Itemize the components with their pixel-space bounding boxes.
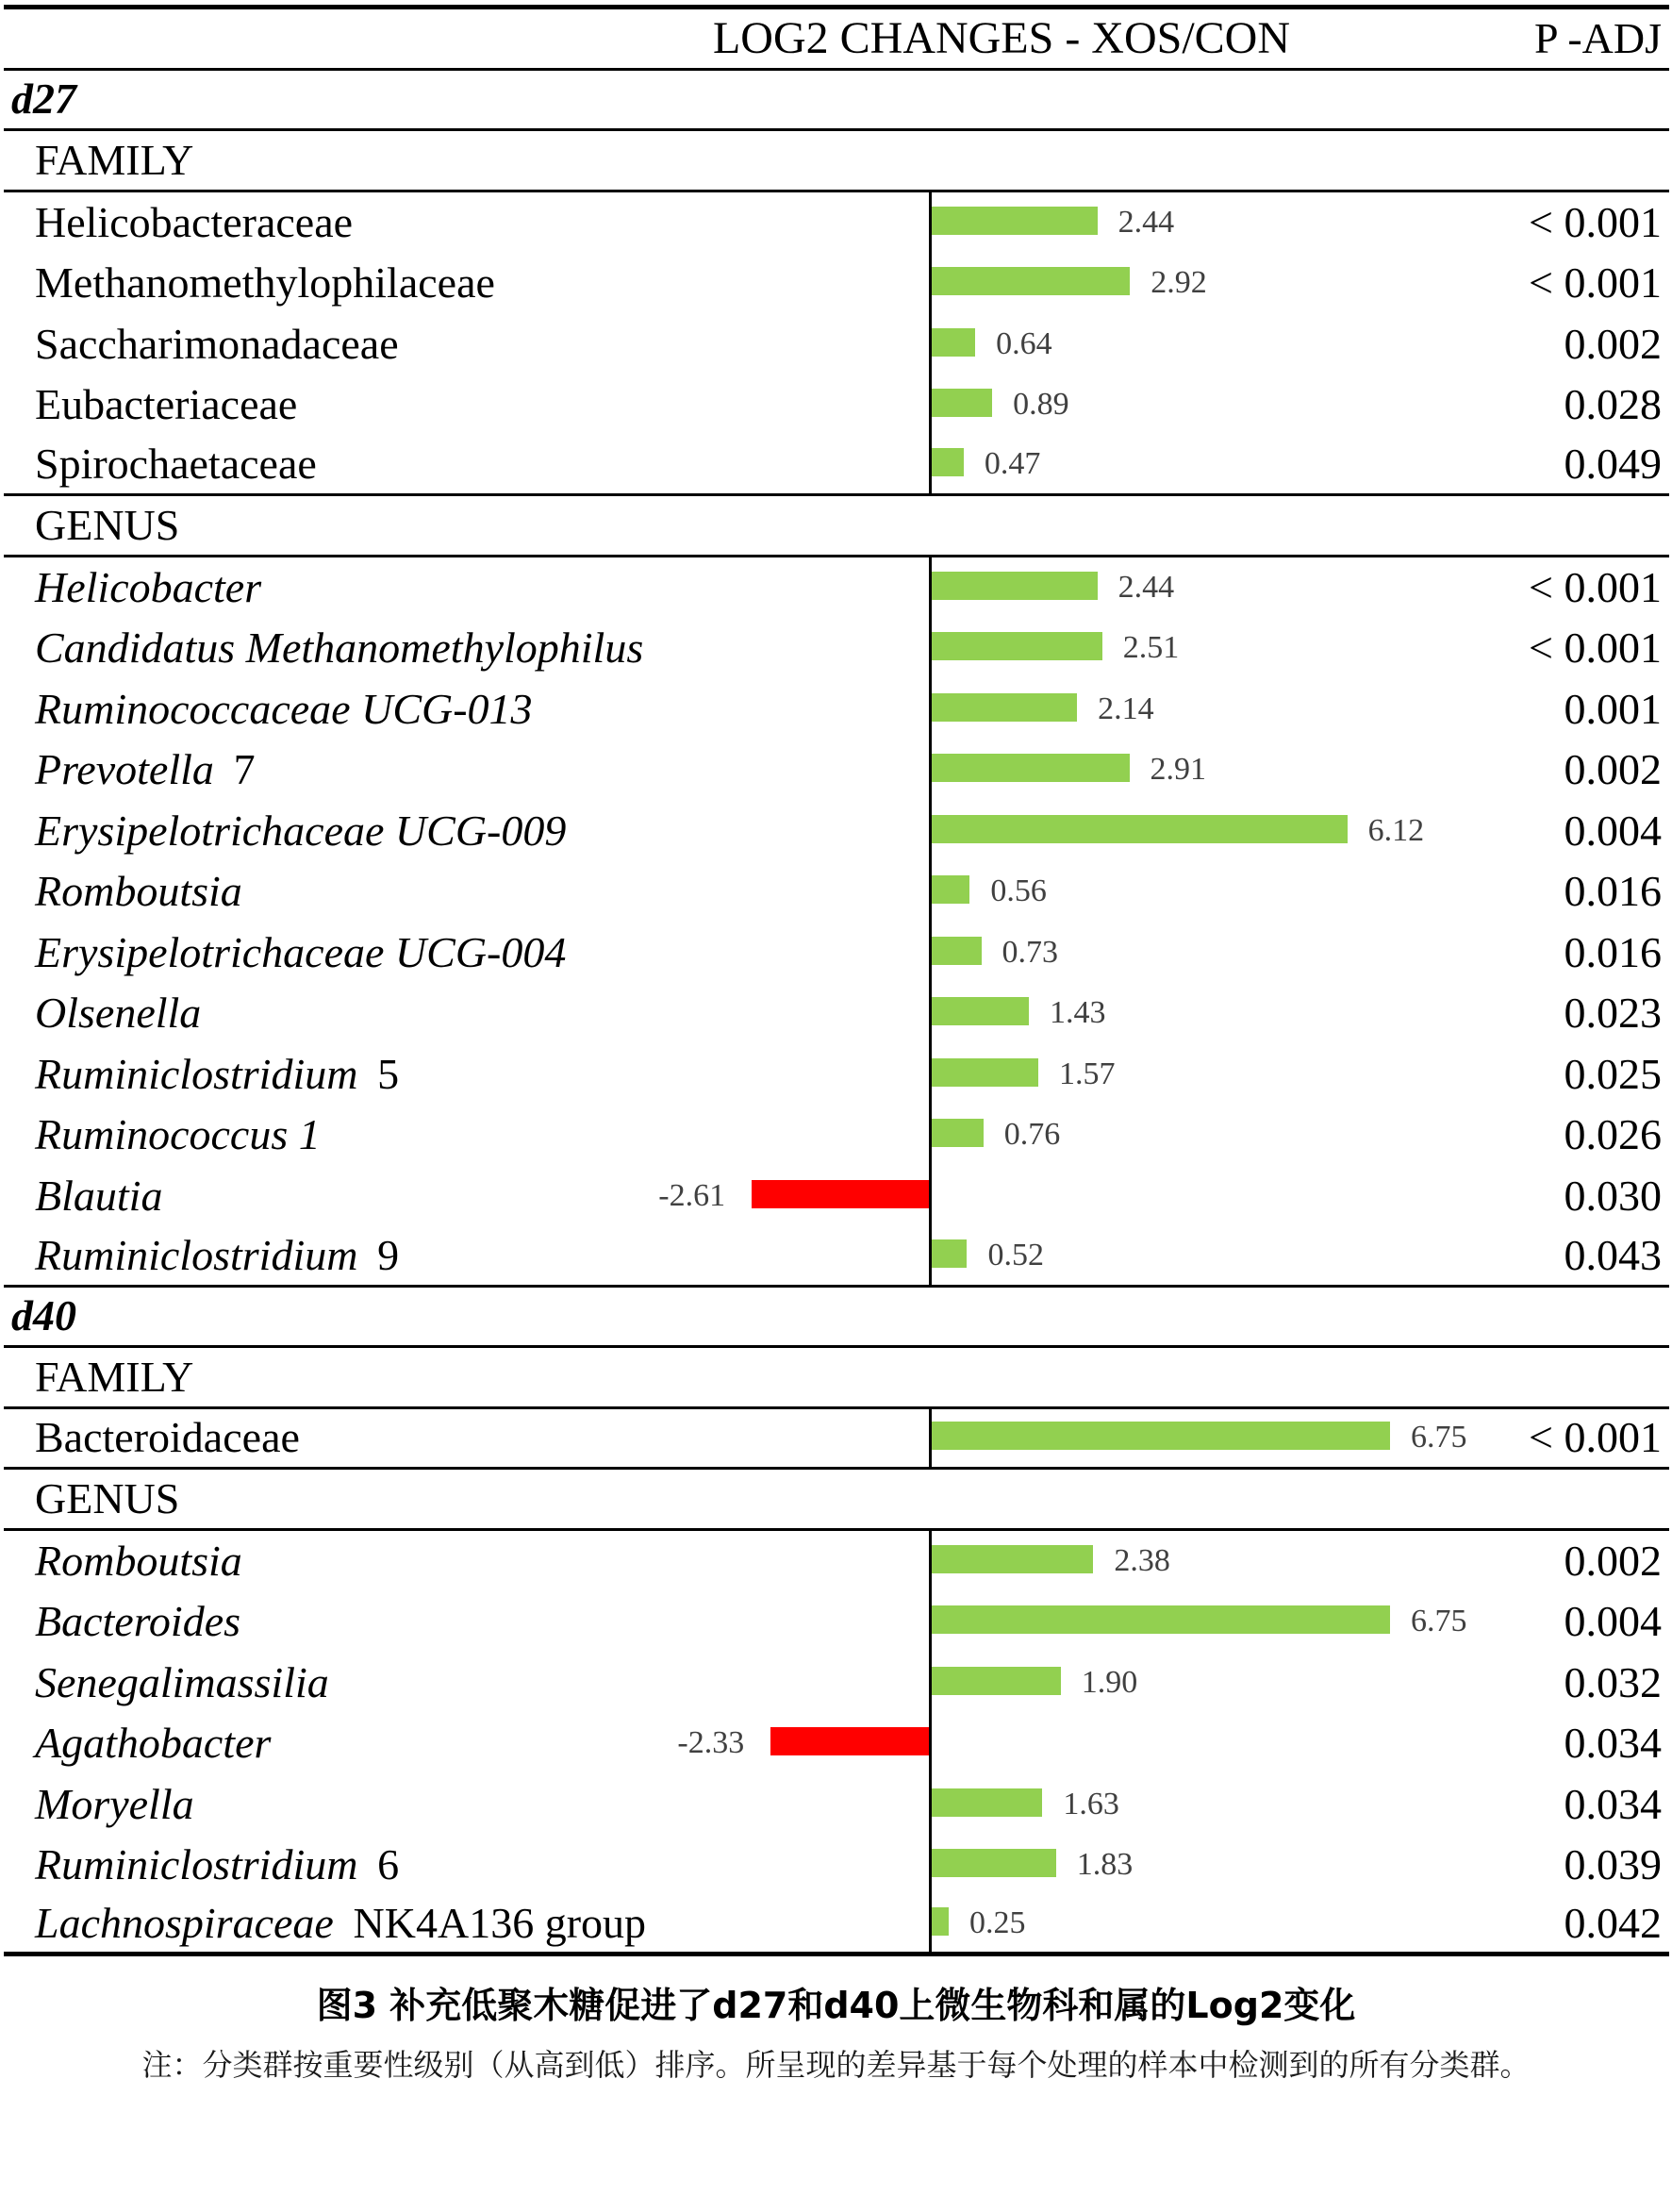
taxon-name-text: Moryella [35, 1779, 194, 1828]
taxon-name-text: Lachnospiraceae [35, 1899, 334, 1948]
value-label: 0.47 [984, 446, 1041, 482]
taxon-name [35, 1171, 163, 1220]
taxon-name [35, 197, 354, 246]
day-label: d27 [11, 75, 76, 124]
rank-row [4, 131, 1669, 192]
taxon-name-suffix: 5 [377, 1049, 400, 1098]
p-adj-value: 0.043 [1564, 1230, 1662, 1279]
taxon-name-text: Eubacteriaceae [35, 380, 298, 429]
taxon-name-text: Agathobacter [35, 1719, 272, 1768]
value-label: 2.91 [1150, 752, 1207, 788]
bar-increase [932, 328, 975, 357]
taxon-name [35, 380, 298, 429]
taxon-name [35, 562, 262, 611]
value-label: 0.73 [1002, 934, 1059, 970]
bar-increase [932, 1788, 1042, 1817]
table-row [4, 1166, 1669, 1227]
table-row [4, 1591, 1669, 1653]
taxon-name-text: Helicobacteraceae [35, 197, 354, 246]
value-label: 0.76 [1003, 1117, 1061, 1153]
taxon-name-text: Romboutsia [35, 1536, 242, 1585]
table-row [4, 314, 1669, 375]
table-row [4, 801, 1669, 862]
table-row [4, 1044, 1669, 1106]
taxon-name [35, 1413, 300, 1462]
taxon-name-text: Helicobacter [35, 562, 262, 611]
bar-increase [932, 1239, 967, 1268]
bar-increase [932, 1545, 1093, 1573]
taxon-name [35, 867, 242, 916]
table-row [4, 1531, 1669, 1592]
p-adj-value: 0.002 [1564, 1536, 1662, 1585]
taxon-name-text: Senegalimassilia [35, 1657, 329, 1706]
header-row [4, 9, 1669, 71]
value-label: 6.75 [1411, 1604, 1467, 1639]
zero-axis-line [929, 1166, 932, 1227]
table-row [4, 1835, 1669, 1896]
bar-increase [932, 754, 1130, 782]
table-row [4, 1774, 1669, 1836]
value-label: 2.14 [1098, 690, 1154, 726]
bar-increase [932, 572, 1098, 600]
taxon-name [35, 927, 567, 976]
bar-increase [932, 267, 1130, 295]
p-adj-value: 0.023 [1564, 989, 1662, 1038]
table-row [4, 374, 1669, 436]
value-label: 1.83 [1076, 1847, 1134, 1883]
taxon-name [35, 624, 644, 673]
value-label: -2.33 [677, 1725, 745, 1761]
table-row [4, 1409, 1669, 1471]
taxon-name-text: Prevotella [35, 745, 214, 794]
p-adj-value: < 0.001 [1529, 258, 1662, 308]
p-adj-value: < 0.001 [1529, 197, 1662, 246]
taxon-name-text: Ruminiclostridium [35, 1840, 358, 1889]
bar-decrease [770, 1727, 929, 1755]
table-row [4, 618, 1669, 679]
value-label: 2.44 [1117, 204, 1175, 240]
taxon-name-text: Ruminococcus 1 [35, 1110, 321, 1159]
taxon-name-text: Blautia [35, 1171, 163, 1220]
value-label: -2.61 [658, 1177, 726, 1213]
log2-change-table [4, 5, 1669, 1956]
value-label: 6.75 [1411, 1420, 1467, 1455]
bar-increase [932, 448, 964, 476]
p-adj-value: 0.004 [1564, 1597, 1662, 1646]
table-row [4, 1896, 1669, 1957]
taxon-name-text: Spirochaetaceae [35, 440, 317, 489]
taxon-name [35, 319, 399, 368]
table-row [4, 557, 1669, 619]
taxon-name-text: Methanomethylophilaceae [35, 258, 495, 308]
taxon-name-suffix: 7 [233, 745, 256, 794]
bar-increase [932, 1605, 1390, 1634]
bar-increase [932, 632, 1102, 660]
taxon-name [35, 745, 256, 794]
value-label: 0.89 [1013, 387, 1069, 423]
taxon-name-text: Candidatus Methanomethylophilus [35, 624, 644, 673]
taxon-name [35, 1657, 329, 1706]
taxon-name [35, 989, 202, 1038]
table-row [4, 983, 1669, 1044]
column-header-log2-change: LOG2 CHANGES - XOS/CON [712, 12, 1291, 63]
bar-increase [932, 389, 992, 417]
table-row [4, 1105, 1669, 1166]
bar-increase [932, 1849, 1056, 1877]
p-adj-value: 0.016 [1564, 927, 1662, 976]
column-header-p-adj: P -ADJ [1533, 13, 1662, 62]
bar-decrease [752, 1180, 929, 1208]
rank-row [4, 1470, 1669, 1531]
bar-increase [932, 1422, 1390, 1450]
rank-row [4, 496, 1669, 557]
value-label: 2.92 [1151, 265, 1207, 301]
p-adj-value: 0.032 [1564, 1657, 1662, 1706]
taxon-name-suffix: 9 [377, 1230, 400, 1279]
p-adj-value: 0.042 [1564, 1899, 1662, 1948]
taxon-name-text: Ruminiclostridium [35, 1049, 358, 1098]
rank-label: FAMILY [35, 1352, 194, 1401]
p-adj-value: 0.049 [1564, 440, 1662, 489]
bar-increase [932, 875, 969, 904]
p-adj-value: 0.004 [1564, 806, 1662, 855]
bar-increase [932, 207, 1098, 235]
value-label: 0.56 [990, 873, 1047, 909]
p-adj-value: 0.025 [1564, 1049, 1662, 1098]
day-label: d40 [11, 1291, 76, 1340]
taxon-name-suffix: 6 [377, 1840, 400, 1889]
bar-increase [932, 1907, 949, 1936]
value-label: 1.63 [1063, 1786, 1119, 1821]
value-label: 1.43 [1049, 995, 1106, 1031]
taxon-name [35, 1230, 400, 1279]
p-adj-value: 0.002 [1564, 745, 1662, 794]
bar-increase [932, 1667, 1061, 1695]
bar-increase [932, 815, 1348, 843]
table-row [4, 740, 1669, 801]
p-adj-value: 0.028 [1564, 380, 1662, 429]
table-row [4, 253, 1669, 314]
p-adj-value: < 0.001 [1529, 562, 1662, 611]
taxon-name-text: Erysipelotrichaceae UCG-009 [35, 806, 567, 855]
day-row [4, 71, 1669, 132]
taxon-name-text: Ruminiclostridium [35, 1230, 358, 1279]
taxon-name [35, 1110, 321, 1159]
table-row [4, 1226, 1669, 1288]
value-label: 1.90 [1081, 1664, 1138, 1700]
p-adj-value: 0.039 [1564, 1840, 1662, 1889]
taxon-name-text: Romboutsia [35, 867, 242, 916]
taxon-name [35, 258, 495, 308]
p-adj-value: < 0.001 [1529, 1413, 1662, 1462]
table-row [4, 1713, 1669, 1774]
rank-label: GENUS [35, 500, 180, 549]
p-adj-value: 0.030 [1564, 1171, 1662, 1220]
day-row [4, 1288, 1669, 1349]
taxon-name-text: Bacteroides [35, 1597, 241, 1646]
table-row [4, 679, 1669, 740]
value-label: 0.52 [987, 1237, 1044, 1272]
bar-increase [932, 693, 1077, 722]
value-label: 2.38 [1114, 1542, 1170, 1578]
p-adj-value: 0.034 [1564, 1719, 1662, 1768]
taxon-name-text: Erysipelotrichaceae UCG-004 [35, 927, 567, 976]
taxon-name-text: Ruminococcaceae UCG-013 [35, 684, 533, 733]
taxon-name [35, 1779, 194, 1828]
taxon-name [35, 1840, 400, 1889]
figure-title: 图3 补充低聚木糖促进了d27和d40上微生物科和属的Log2变化 [316, 1985, 1356, 2026]
table-row [4, 861, 1669, 923]
taxon-name [35, 684, 533, 733]
table-row [4, 1653, 1669, 1714]
taxon-name-text: Olsenella [35, 989, 202, 1038]
zero-axis-line [929, 1713, 932, 1774]
rank-label: GENUS [35, 1473, 180, 1522]
value-label: 6.12 [1367, 812, 1425, 848]
taxon-name-text: Bacteroidaceae [35, 1413, 300, 1462]
taxon-name [35, 1049, 400, 1098]
value-label: 1.57 [1059, 1056, 1116, 1091]
bar-increase [932, 937, 982, 965]
taxon-name [35, 1536, 242, 1585]
taxon-name [35, 1597, 241, 1646]
table-row [4, 923, 1669, 984]
value-label: 0.25 [969, 1905, 1026, 1941]
taxon-name [35, 806, 567, 855]
p-adj-value: 0.034 [1564, 1779, 1662, 1828]
p-adj-value: < 0.001 [1529, 624, 1662, 673]
taxon-name [35, 1719, 272, 1768]
p-adj-value: 0.001 [1564, 684, 1662, 733]
value-label: 0.64 [996, 325, 1052, 361]
bar-increase [932, 1058, 1038, 1087]
value-label: 2.44 [1117, 569, 1175, 605]
p-adj-value: 0.026 [1564, 1110, 1662, 1159]
taxon-name [35, 440, 317, 489]
bar-increase [932, 1119, 984, 1147]
taxon-name [35, 1899, 647, 1948]
figure-note: 注：分类群按重要性级别（从高到低）排序。所呈现的差异基于每个处理的样本中检测到的所有分类群。 [141, 2047, 1531, 2083]
table-row [4, 192, 1669, 254]
taxon-name-text: Saccharimonadaceae [35, 319, 399, 368]
p-adj-value: 0.016 [1564, 867, 1662, 916]
bar-increase [932, 997, 1029, 1025]
p-adj-value: 0.002 [1564, 319, 1662, 368]
rank-label: FAMILY [35, 135, 194, 184]
value-label: 2.51 [1122, 630, 1180, 666]
table-row [4, 436, 1669, 497]
rank-row [4, 1348, 1669, 1409]
taxon-name-suffix: NK4A136 group [353, 1899, 647, 1948]
